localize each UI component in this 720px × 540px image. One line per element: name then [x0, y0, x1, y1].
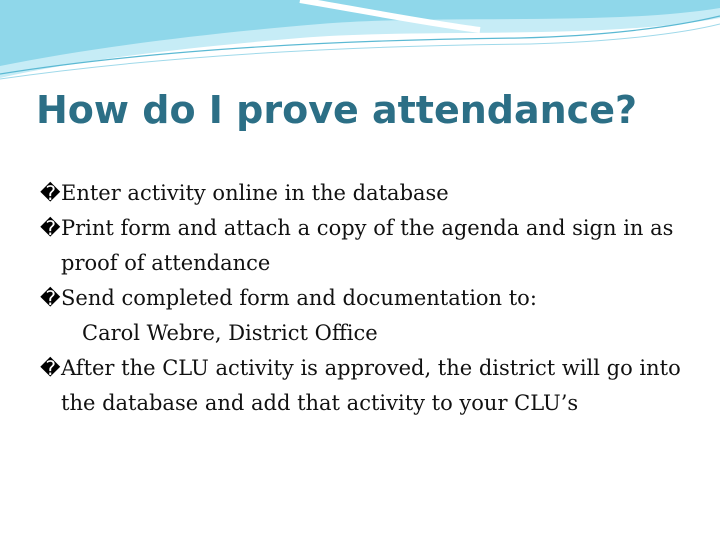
bullet-marker-icon: � [40, 356, 61, 380]
bullet-text: Send completed form and documentation to: [61, 286, 537, 310]
slide-title: How do I prove attendance? [36, 88, 638, 132]
bullet-marker-icon: � [40, 216, 61, 240]
bullet-item [40, 281, 690, 316]
bullet-text: Enter activity online in the database [61, 181, 449, 205]
bullet-item [40, 211, 690, 281]
bullet-item [40, 351, 690, 421]
bullet-item [40, 176, 690, 211]
wave-header-graphic [0, 0, 720, 90]
bullet-list [40, 176, 690, 421]
bullet-text: Print form and attach a copy of the agenda and sign in as proof of attendance [61, 216, 674, 275]
bullet-marker-icon: � [40, 286, 61, 310]
bullet-text: After the CLU activity is approved, the district will go into the database and add that activity to your CLU’s [61, 356, 681, 415]
bullet-marker-icon: � [40, 181, 61, 205]
contact-line: Carol Webre, District Office [82, 321, 378, 345]
